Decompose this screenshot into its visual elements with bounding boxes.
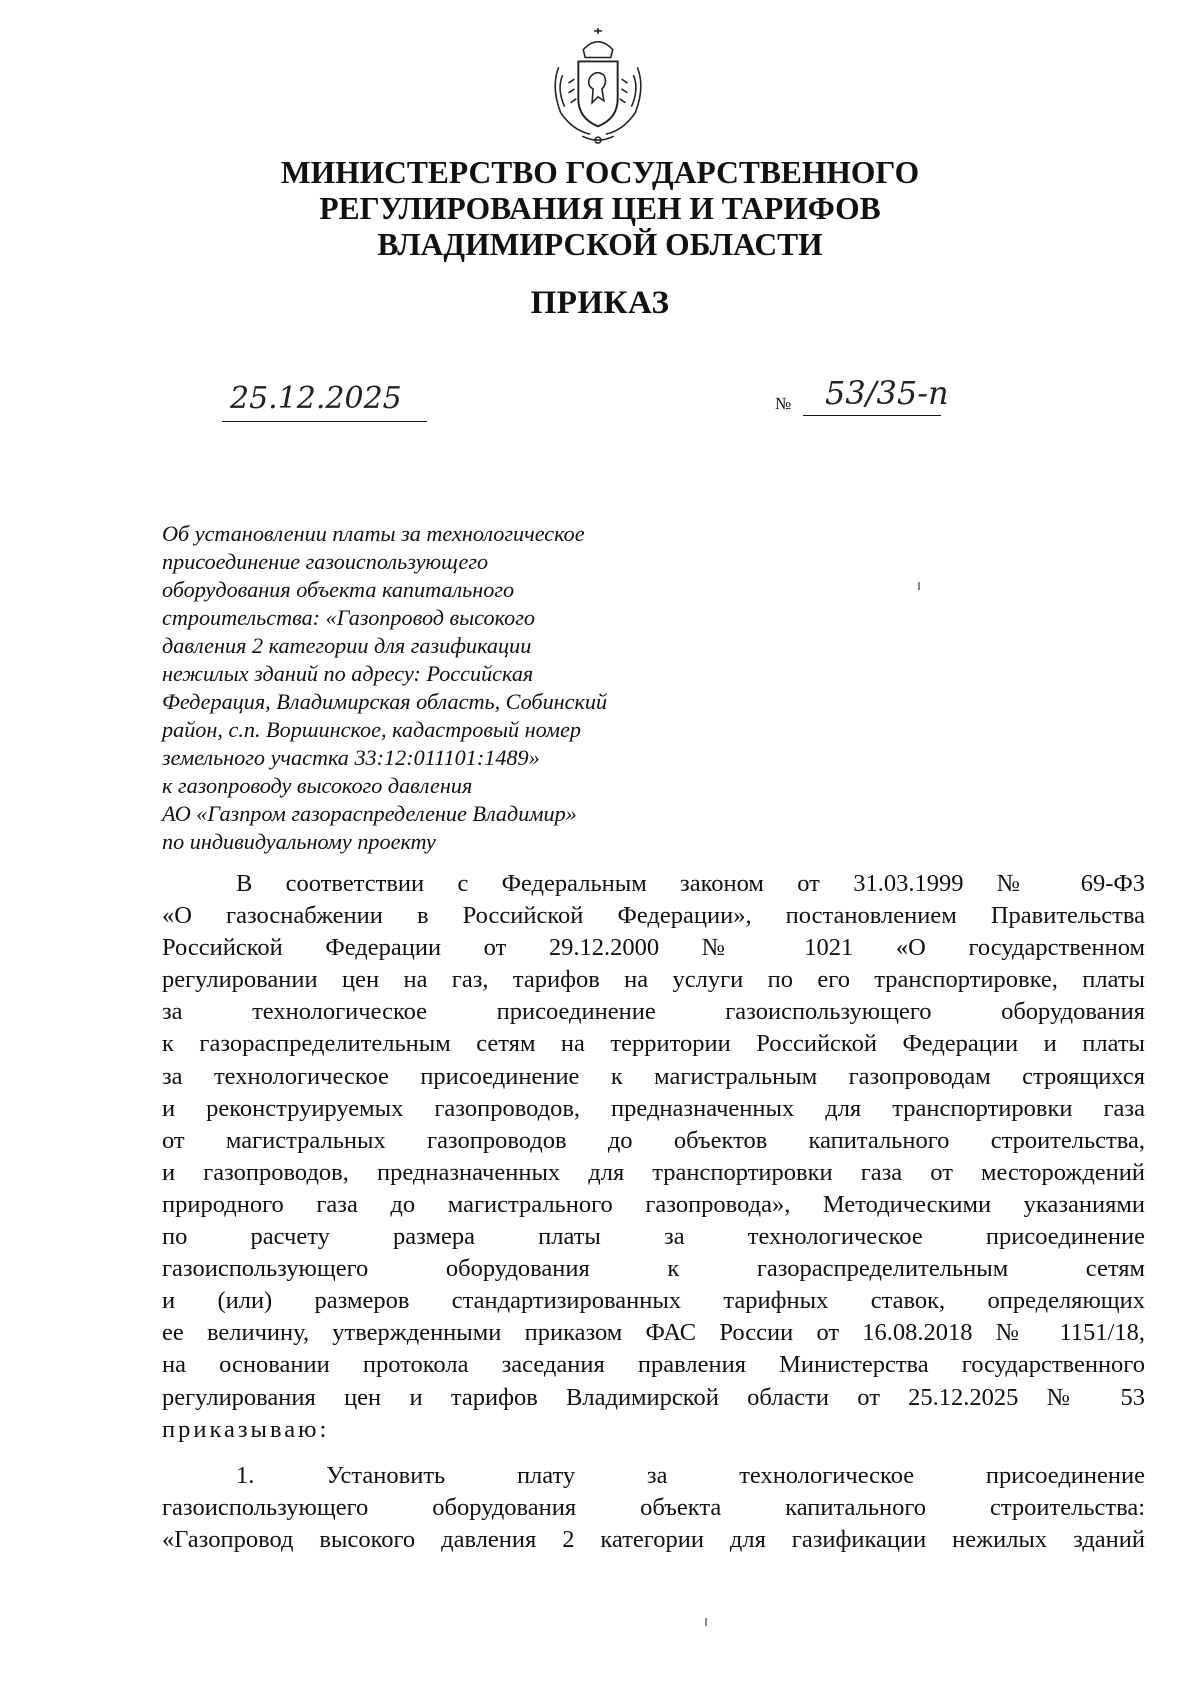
item-line: 1. Установить плату за технологическое присоединение <box>236 1461 1145 1489</box>
subject-line: строительства: «Газопровод высокого <box>162 605 535 630</box>
subject-line: Об установлении платы за технологическое <box>162 521 585 546</box>
preamble-line: природного газа до магистрального газопровода», Методическими указаниями <box>162 1190 1145 1218</box>
ministry-line: МИНИСТЕРСТВО ГОСУДАРСТВЕННОГО <box>280 155 920 190</box>
item-line: газоиспользующего оборудования объекта капитального строительства: <box>162 1493 1145 1521</box>
subject-line: Федерация, Владимирская область, Собинский <box>162 689 608 714</box>
coat-of-arms-icon <box>539 28 657 146</box>
preamble-line: «О газоснабжении в Российской Федерации», постановлением Правительства <box>162 902 1145 930</box>
subject-line: давления 2 категории для газификации <box>162 633 532 658</box>
scan-speck <box>705 1618 707 1626</box>
ministry-name <box>0 155 1200 263</box>
preamble-line: к газораспределительным сетям на территории Российской Федерации и платы <box>162 1030 1145 1058</box>
preamble-line: Российской Федерации от 29.12.2000 № 1021 «О государственном <box>162 934 1145 962</box>
ministry-line: РЕГУЛИРОВАНИЯ ЦЕН И ТАРИФОВ <box>319 191 881 226</box>
subject-line: земельного участка 33:12:011101:1489» <box>162 745 540 770</box>
number-sign: № <box>775 394 792 413</box>
preamble-line: за технологическое присоединение газоиспользующего оборудования <box>162 998 1145 1026</box>
preamble-line: за технологическое присоединение к магистральным газопроводам строящихся <box>162 1062 1145 1090</box>
subject-line: район, с.п. Воршинское, кадастровый номер <box>162 717 582 742</box>
order-subject <box>162 520 722 856</box>
preamble-line: и газопроводов, предназначенных для транспортировки газа от месторождений <box>162 1158 1145 1186</box>
scan-speck <box>918 582 920 590</box>
subject-line: АО «Газпром газораспределение Владимир» <box>162 801 577 826</box>
date-underline <box>222 421 427 422</box>
preamble-line: по расчету размера платы за технологическое присоединение <box>162 1223 1145 1251</box>
order-body <box>162 868 1145 1556</box>
subject-line: к газопроводу высокого давления <box>162 773 473 798</box>
subject-line: оборудования объекта капитального <box>162 577 515 602</box>
preamble-line: регулирования цен и тарифов Владимирской области от 25.12.2025 № 53 <box>162 1383 1145 1411</box>
order-number-field <box>775 370 950 420</box>
preamble-line: регулировании цен на газ, тарифов на услуги по его транспортировке, платы <box>162 966 1145 994</box>
subject-line: нежилых зданий по адресу: Российская <box>162 661 534 686</box>
preamble-line: от магистральных газопроводов до объектов капитального строительства, <box>162 1126 1145 1154</box>
preamble-line: и (или) размеров стандартизированных тарифных ставок, определяющих <box>162 1287 1145 1315</box>
subject-line: по индивидуальному проекту <box>162 829 436 854</box>
order-word: приказываю: <box>162 1415 330 1443</box>
order-number: 53/35-п <box>825 374 949 412</box>
preamble-line: В соответствии с Федеральным законом от 31.03.1999 № 69-ФЗ <box>236 870 1145 897</box>
ministry-line: ВЛАДИМИРСКОЙ ОБЛАСТИ <box>377 227 823 262</box>
document-type: ПРИКАЗ <box>530 285 670 321</box>
preamble-line: на основании протокола заседания правления Министерства государственного <box>162 1351 1145 1379</box>
preamble-line: и реконструируемых газопроводов, предназначенных для транспортировки газа <box>162 1094 1145 1122</box>
order-date: 25.12.2025 <box>230 381 402 416</box>
item-line: «Газопровод высокого давления 2 категории для газификации нежилых зданий <box>162 1525 1145 1553</box>
subject-line: присоединение газоиспользующего <box>162 549 489 574</box>
preamble-line: ее величину, утвержденными приказом ФАС России от 16.08.2018 № 1151/18, <box>162 1319 1145 1347</box>
number-underline <box>803 415 941 416</box>
order-date-field <box>222 376 427 422</box>
preamble-line: газоиспользующего оборудования к газораспределительным сетям <box>162 1255 1145 1283</box>
